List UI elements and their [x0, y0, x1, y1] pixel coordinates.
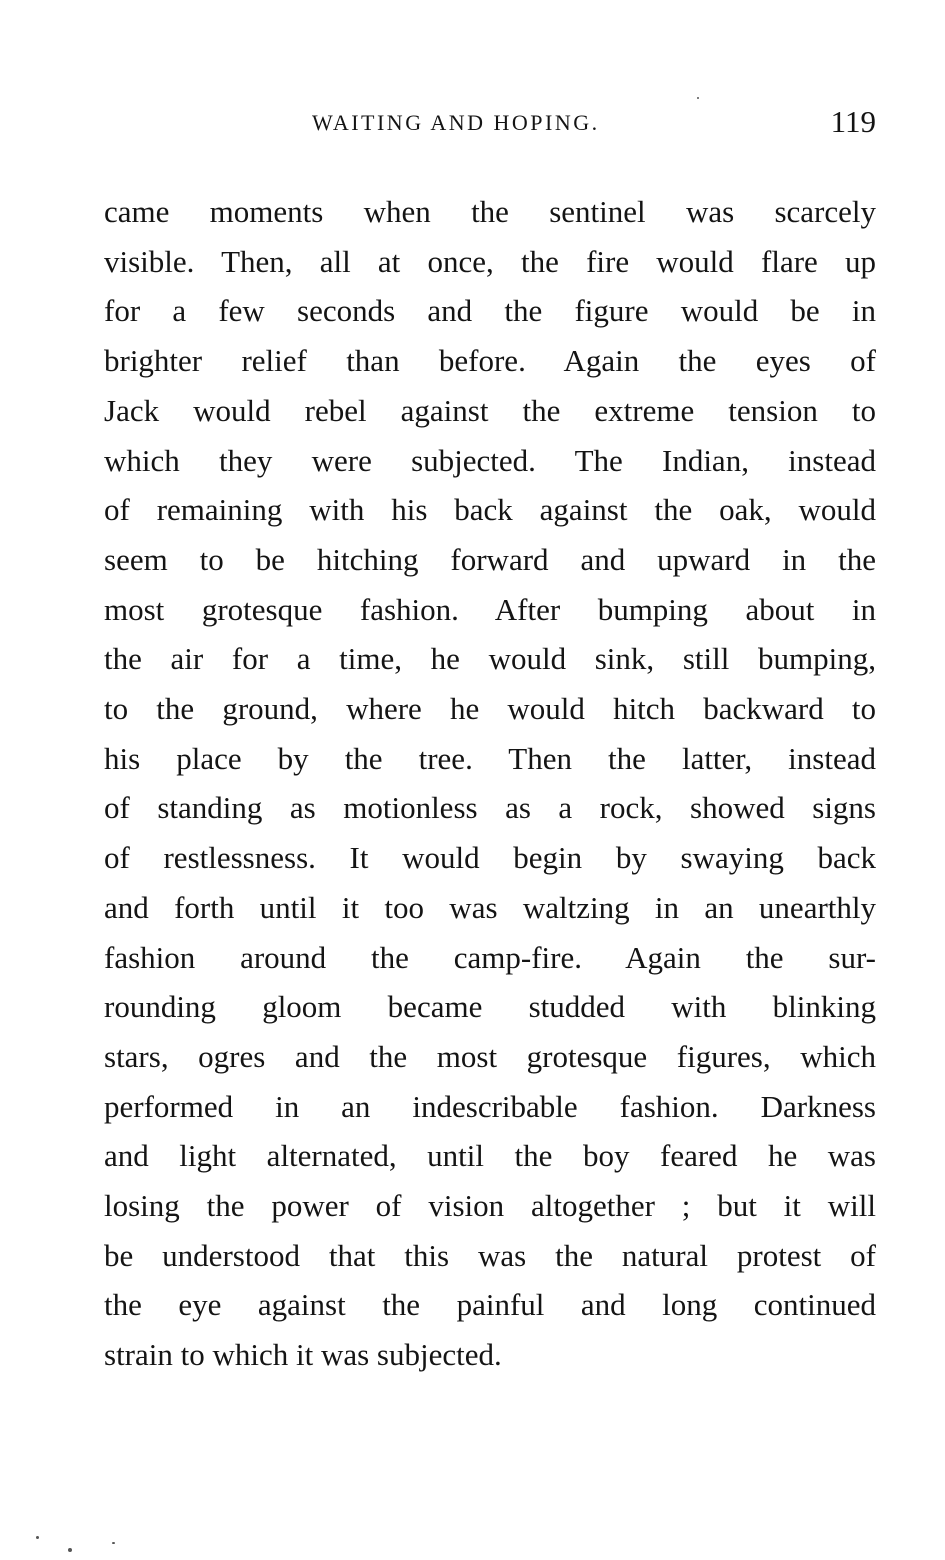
text-line: be understood that this was the natural protest of: [104, 1237, 876, 1273]
running-head: [104, 104, 876, 144]
text-line: the eye against the painful and long continued: [104, 1287, 876, 1323]
text-line: performed in an indescribable fashion. Darkness: [104, 1088, 876, 1124]
page-number: 119: [830, 104, 876, 139]
scan-speck: [112, 1542, 115, 1544]
text-line: to the ground, where he would hitch backward to: [104, 691, 876, 727]
text-line: brighter relief than before. Again the eyes of: [104, 343, 876, 379]
text-line: and light alternated, until the boy feared he was: [104, 1138, 876, 1174]
scan-speck: [36, 1536, 39, 1539]
text-line: visible. Then, all at once, the fire would flare up: [104, 243, 876, 279]
text-line: of restlessness. It would begin by swaying back: [104, 840, 876, 876]
text-line: stars, ogres and the most grotesque figures, which: [104, 1038, 876, 1074]
running-title: WAITING AND HOPING.: [312, 110, 600, 135]
scan-speck: [68, 1548, 72, 1552]
body-text: [104, 187, 876, 1380]
text-line: losing the power of vision altogether ; but it will: [104, 1188, 876, 1224]
text-line: of remaining with his back against the oak, would: [104, 492, 876, 528]
text-line: for a few seconds and the figure would be in: [104, 293, 876, 329]
text-line: seem to be hitching forward and upward in the: [104, 541, 876, 577]
text-line: came moments when the sentinel was scarcely: [104, 194, 876, 229]
scan-speck: [697, 97, 699, 99]
text-line: rounding gloom became studded with blinking: [104, 989, 876, 1025]
text-line: and forth until it too was waltzing in an unearthly: [104, 889, 876, 925]
text-line: which they were subjected. The Indian, instead: [104, 442, 876, 478]
text-line: most grotesque fashion. After bumping about in: [104, 591, 876, 627]
text-line: fashion around the camp-fire. Again the sur-: [104, 939, 876, 975]
text-line: strain to which it was subjected.: [104, 1337, 502, 1373]
text-line: his place by the tree. Then the latter, instead: [104, 740, 876, 776]
text-line: Jack would rebel against the extreme tension to: [104, 392, 876, 428]
text-line: of standing as motionless as a rock, showed signs: [104, 790, 876, 826]
text-line: the air for a time, he would sink, still bumping,: [104, 641, 876, 677]
